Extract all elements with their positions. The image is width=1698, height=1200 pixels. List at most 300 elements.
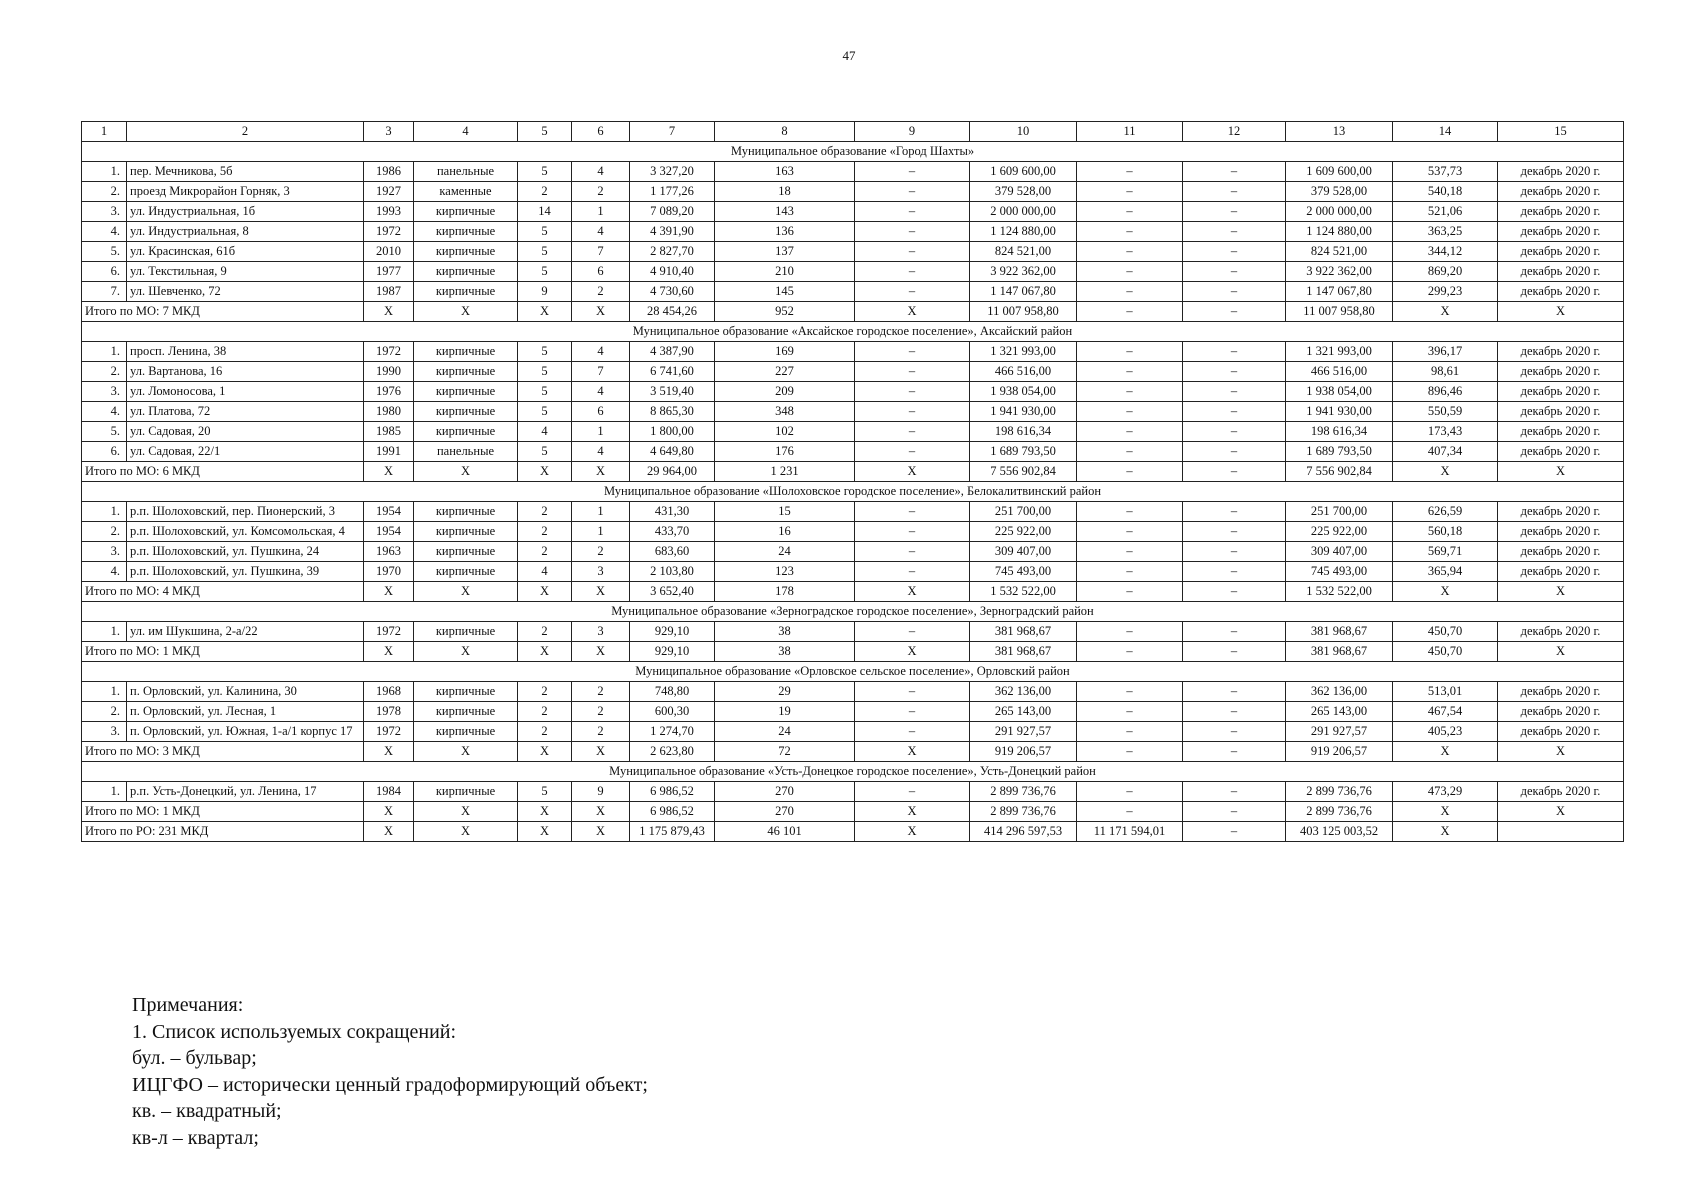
column-number: 4 — [414, 122, 518, 142]
address-cell: ул. Шевченко, 72 — [127, 282, 364, 302]
table-cell: X — [855, 802, 970, 822]
table-cell: 560,18 — [1393, 522, 1498, 542]
table-cell: – — [1077, 282, 1183, 302]
table-cell: – — [1077, 382, 1183, 402]
table-cell: 2 827,70 — [630, 242, 715, 262]
table-cell: 1990 — [364, 362, 414, 382]
notes — [132, 992, 648, 1151]
table-cell: X — [855, 742, 970, 762]
table-cell: 1 — [572, 502, 630, 522]
table-cell: – — [1183, 382, 1286, 402]
table-cell: X — [855, 642, 970, 662]
table-cell: 381 968,67 — [970, 642, 1077, 662]
table-cell: 265 143,00 — [970, 702, 1077, 722]
table-cell: X — [1498, 302, 1624, 322]
table-cell: 683,60 — [630, 542, 715, 562]
table-cell: 7 556 902,84 — [1286, 462, 1393, 482]
table-cell: X — [572, 642, 630, 662]
table-cell: 1970 — [364, 562, 414, 582]
column-number: 14 — [1393, 122, 1498, 142]
table-cell: – — [1183, 722, 1286, 742]
address-cell: р.п. Шолоховский, ул. Пушкина, 39 — [127, 562, 364, 582]
table-cell: – — [855, 622, 970, 642]
table-cell: 381 968,67 — [1286, 642, 1393, 662]
table-row — [82, 342, 1624, 362]
table-cell: – — [1077, 362, 1183, 382]
table-row — [82, 542, 1624, 562]
table-cell: 291 927,57 — [1286, 722, 1393, 742]
table-cell: 1 321 993,00 — [970, 342, 1077, 362]
table-cell: X — [364, 582, 414, 602]
table-cell: 540,18 — [1393, 182, 1498, 202]
table-cell: 1 — [572, 522, 630, 542]
table-cell: X — [364, 802, 414, 822]
table-cell: 15 — [715, 502, 855, 522]
table-cell: 344,12 — [1393, 242, 1498, 262]
table-cell: 2 899 736,76 — [1286, 782, 1393, 802]
table-cell: 4 — [572, 222, 630, 242]
table-cell: – — [1183, 402, 1286, 422]
table-cell: 46 101 — [715, 822, 855, 842]
table-cell: декабрь 2020 г. — [1498, 782, 1624, 802]
notes-line: бул. – бульвар; — [132, 1047, 257, 1069]
table-cell: кирпичные — [414, 682, 518, 702]
table-cell: 270 — [715, 782, 855, 802]
table-cell: 521,06 — [1393, 202, 1498, 222]
column-number: 13 — [1286, 122, 1393, 142]
housing-table — [81, 121, 1624, 842]
table-cell: X — [518, 302, 572, 322]
table-cell: 2 — [518, 502, 572, 522]
table-cell: – — [1077, 242, 1183, 262]
address-cell: ул. Индустриальная, 1б — [127, 202, 364, 222]
table-cell: декабрь 2020 г. — [1498, 182, 1624, 202]
table-cell: 210 — [715, 262, 855, 282]
table-cell: 1963 — [364, 542, 414, 562]
table-cell: X — [1393, 302, 1498, 322]
table-cell: 6 — [572, 402, 630, 422]
table-cell: X — [414, 822, 518, 842]
table-cell: декабрь 2020 г. — [1498, 162, 1624, 182]
table-cell: – — [855, 502, 970, 522]
subtotal-row — [82, 802, 1624, 822]
table-cell: 98,61 — [1393, 362, 1498, 382]
table-cell: – — [1183, 542, 1286, 562]
row-index: 2. — [82, 182, 127, 202]
table-cell: – — [855, 442, 970, 462]
table-cell: 1 941 930,00 — [1286, 402, 1393, 422]
table-cell: кирпичные — [414, 522, 518, 542]
table-cell: 1978 — [364, 702, 414, 722]
table-cell: X — [572, 802, 630, 822]
table-cell: 5 — [518, 262, 572, 282]
row-index: 3. — [82, 722, 127, 742]
table-cell: панельные — [414, 162, 518, 182]
table-cell: 2 — [572, 182, 630, 202]
table-cell: – — [1077, 222, 1183, 242]
table-cell: декабрь 2020 г. — [1498, 622, 1624, 642]
table-cell: 7 556 902,84 — [970, 462, 1077, 482]
table-cell: X — [518, 582, 572, 602]
section-title: Муниципальное образование «Город Шахты» — [82, 142, 1624, 162]
table-cell: – — [1183, 462, 1286, 482]
table-cell: – — [1077, 302, 1183, 322]
table-cell: декабрь 2020 г. — [1498, 562, 1624, 582]
row-index: 4. — [82, 402, 127, 422]
table-cell: 3 652,40 — [630, 582, 715, 602]
table-cell: декабрь 2020 г. — [1498, 522, 1624, 542]
table-cell: 3 — [572, 562, 630, 582]
table-cell: кирпичные — [414, 402, 518, 422]
table-cell: 4 — [572, 442, 630, 462]
table-cell: кирпичные — [414, 422, 518, 442]
table-cell: 299,23 — [1393, 282, 1498, 302]
table-cell: 1 938 054,00 — [970, 382, 1077, 402]
table-cell: – — [1183, 342, 1286, 362]
table-cell: 1 231 — [715, 462, 855, 482]
table-cell: X — [518, 822, 572, 842]
table-cell: 381 968,67 — [1286, 622, 1393, 642]
address-cell: ул. им Шукшина, 2-а/22 — [127, 622, 364, 642]
table-cell: X — [518, 462, 572, 482]
table-cell: 1 609 600,00 — [970, 162, 1077, 182]
table-cell: X — [1498, 642, 1624, 662]
section-row — [82, 762, 1624, 782]
table-cell: 2 — [518, 702, 572, 722]
table-cell: 29 964,00 — [630, 462, 715, 482]
table-cell: 4 391,90 — [630, 222, 715, 242]
table-row — [82, 782, 1624, 802]
table-cell: – — [1183, 162, 1286, 182]
table-cell: кирпичные — [414, 562, 518, 582]
table-cell: 450,70 — [1393, 642, 1498, 662]
notes-line: кв. – квадратный; — [132, 1100, 282, 1122]
table-row — [82, 702, 1624, 722]
table-cell: кирпичные — [414, 202, 518, 222]
table-cell: 1 177,26 — [630, 182, 715, 202]
table-row — [82, 722, 1624, 742]
section-row — [82, 322, 1624, 342]
table-cell: 396,17 — [1393, 342, 1498, 362]
table-cell: 5 — [518, 362, 572, 382]
table-cell: 5 — [518, 382, 572, 402]
table-row — [82, 242, 1624, 262]
table-cell: – — [855, 202, 970, 222]
table-cell: – — [1183, 422, 1286, 442]
column-number: 8 — [715, 122, 855, 142]
table-cell: – — [1183, 242, 1286, 262]
table-cell: 9 — [572, 782, 630, 802]
table-cell: 1972 — [364, 342, 414, 362]
table-cell: – — [1183, 782, 1286, 802]
table-cell: – — [1183, 682, 1286, 702]
table-cell: 1 938 054,00 — [1286, 382, 1393, 402]
row-index: 3. — [82, 202, 127, 222]
table-cell: 2 — [572, 722, 630, 742]
table-cell: декабрь 2020 г. — [1498, 282, 1624, 302]
table-cell: 2 — [572, 702, 630, 722]
address-cell: р.п. Шолоховский, ул. Пушкина, 24 — [127, 542, 364, 562]
table-cell: 1991 — [364, 442, 414, 462]
table-cell: – — [1183, 642, 1286, 662]
table-cell: 6 986,52 — [630, 782, 715, 802]
section-title: Муниципальное образование «Аксайское городское поселение», Аксайский район — [82, 322, 1624, 342]
table-cell: 6 — [572, 262, 630, 282]
table-cell: декабрь 2020 г. — [1498, 242, 1624, 262]
table-cell: 198 616,34 — [1286, 422, 1393, 442]
table-cell: 1 532 522,00 — [1286, 582, 1393, 602]
row-index: 6. — [82, 262, 127, 282]
table-cell: X — [572, 822, 630, 842]
table-cell: 19 — [715, 702, 855, 722]
table-cell: 466 516,00 — [970, 362, 1077, 382]
table-cell: 11 007 958,80 — [970, 302, 1077, 322]
table-cell: – — [1077, 722, 1183, 742]
table-cell: кирпичные — [414, 502, 518, 522]
table-cell: – — [1183, 522, 1286, 542]
table-cell: 569,71 — [1393, 542, 1498, 562]
table-cell: X — [1393, 582, 1498, 602]
row-index: 2. — [82, 362, 127, 382]
table-cell: 1972 — [364, 222, 414, 242]
table-cell: 919 206,57 — [970, 742, 1077, 762]
row-index: 6. — [82, 442, 127, 462]
row-index: 1. — [82, 162, 127, 182]
table-cell: – — [855, 242, 970, 262]
table-row — [82, 182, 1624, 202]
table-cell: 123 — [715, 562, 855, 582]
table-cell: 745 493,00 — [1286, 562, 1393, 582]
table-cell: 919 206,57 — [1286, 742, 1393, 762]
table-cell: 745 493,00 — [970, 562, 1077, 582]
table-cell: 362 136,00 — [970, 682, 1077, 702]
table-cell: 405,23 — [1393, 722, 1498, 742]
address-cell: п. Орловский, ул. Южная, 1-а/1 корпус 17 — [127, 722, 364, 742]
table-cell: – — [1077, 342, 1183, 362]
grand-total-label: Итого по РО: 231 МКД — [82, 822, 364, 842]
table-cell: 362 136,00 — [1286, 682, 1393, 702]
table-cell: 2 899 736,76 — [1286, 802, 1393, 822]
table-cell: X — [364, 742, 414, 762]
table-cell: X — [1393, 462, 1498, 482]
table-cell: X — [855, 302, 970, 322]
table-cell: 952 — [715, 302, 855, 322]
table-cell: – — [1077, 502, 1183, 522]
table-cell: 176 — [715, 442, 855, 462]
table-cell: декабрь 2020 г. — [1498, 362, 1624, 382]
grand-total-row — [82, 822, 1624, 842]
row-index: 1. — [82, 622, 127, 642]
table-cell: 1954 — [364, 502, 414, 522]
table-cell: кирпичные — [414, 382, 518, 402]
column-number: 6 — [572, 122, 630, 142]
table-cell: 1 147 067,80 — [1286, 282, 1393, 302]
column-number: 2 — [127, 122, 364, 142]
table-cell: – — [855, 702, 970, 722]
row-index: 2. — [82, 702, 127, 722]
table-cell: – — [1077, 742, 1183, 762]
table-cell: кирпичные — [414, 282, 518, 302]
table-cell: 38 — [715, 642, 855, 662]
table-cell: 1 800,00 — [630, 422, 715, 442]
table-cell: 6 741,60 — [630, 362, 715, 382]
table-cell: 265 143,00 — [1286, 702, 1393, 722]
table-cell: 2 — [572, 682, 630, 702]
row-index: 1. — [82, 682, 127, 702]
table-cell: каменные — [414, 182, 518, 202]
table-cell: 2 — [518, 542, 572, 562]
table-cell: – — [855, 782, 970, 802]
table-cell: декабрь 2020 г. — [1498, 722, 1624, 742]
table-cell: 11 007 958,80 — [1286, 302, 1393, 322]
table-cell: 5 — [518, 162, 572, 182]
table-cell: X — [414, 302, 518, 322]
table-cell — [1498, 822, 1624, 842]
address-cell: ул. Индустриальная, 8 — [127, 222, 364, 242]
column-number: 15 — [1498, 122, 1624, 142]
table-cell: – — [1077, 802, 1183, 822]
table-cell: X — [518, 802, 572, 822]
notes-heading: Примечания: — [132, 994, 244, 1016]
address-cell: ул. Красинская, 61б — [127, 242, 364, 262]
table-cell: 1980 — [364, 402, 414, 422]
table-cell: – — [855, 282, 970, 302]
table-cell: X — [1393, 822, 1498, 842]
row-index: 4. — [82, 222, 127, 242]
table-cell: 3 327,20 — [630, 162, 715, 182]
table-cell: – — [1183, 442, 1286, 462]
table-cell: X — [1393, 742, 1498, 762]
table-cell: 1 689 793,50 — [1286, 442, 1393, 462]
table-cell: – — [855, 542, 970, 562]
table-cell: декабрь 2020 г. — [1498, 382, 1624, 402]
table-cell: 291 927,57 — [970, 722, 1077, 742]
table-cell: 72 — [715, 742, 855, 762]
address-cell: ул. Садовая, 22/1 — [127, 442, 364, 462]
table-cell: 379 528,00 — [1286, 182, 1393, 202]
table-cell: 1 941 930,00 — [970, 402, 1077, 422]
table-cell: – — [1077, 562, 1183, 582]
table-cell: 1972 — [364, 622, 414, 642]
column-number: 10 — [970, 122, 1077, 142]
address-cell: п. Орловский, ул. Лесная, 1 — [127, 702, 364, 722]
row-index: 1. — [82, 342, 127, 362]
address-cell: ул. Вартанова, 16 — [127, 362, 364, 382]
table-cell: 2 — [518, 682, 572, 702]
notes-line: ИЦГФО – исторически ценный градоформирующий объект; — [132, 1073, 648, 1096]
row-index: 2. — [82, 522, 127, 542]
column-number: 7 — [630, 122, 715, 142]
table-cell: 1 609 600,00 — [1286, 162, 1393, 182]
table-cell: – — [1183, 282, 1286, 302]
table-cell: декабрь 2020 г. — [1498, 702, 1624, 722]
table-cell: кирпичные — [414, 782, 518, 802]
row-index: 4. — [82, 562, 127, 582]
table-cell: – — [1077, 582, 1183, 602]
table-cell: – — [1183, 362, 1286, 382]
table-cell: – — [1077, 442, 1183, 462]
section-title: Муниципальное образование «Усть-Донецкое городское поселение», Усть-Донецкий район — [82, 762, 1624, 782]
table-cell: кирпичные — [414, 362, 518, 382]
table-cell: 309 407,00 — [970, 542, 1077, 562]
table-cell: – — [1077, 702, 1183, 722]
section-row — [82, 482, 1624, 502]
table-row — [82, 522, 1624, 542]
table-cell: 2 — [518, 622, 572, 642]
page-number: 47 — [842, 48, 856, 63]
table-cell: 3 519,40 — [630, 382, 715, 402]
table-cell: – — [1077, 402, 1183, 422]
table-cell: 403 125 003,52 — [1286, 822, 1393, 842]
table-cell: 4 — [572, 342, 630, 362]
table-cell: декабрь 2020 г. — [1498, 222, 1624, 242]
address-cell: р.п. Усть-Донецкий, ул. Ленина, 17 — [127, 782, 364, 802]
table-row — [82, 622, 1624, 642]
table-cell: 363,25 — [1393, 222, 1498, 242]
address-cell: пер. Мечникова, 5б — [127, 162, 364, 182]
table-cell: X — [572, 742, 630, 762]
subtotal-label: Итого по МО: 3 МКД — [82, 742, 364, 762]
table-cell: 1972 — [364, 722, 414, 742]
table-cell: 414 296 597,53 — [970, 822, 1077, 842]
table-cell: 1985 — [364, 422, 414, 442]
table-cell: 178 — [715, 582, 855, 602]
table-cell: 7 — [572, 362, 630, 382]
table-cell: 4 730,60 — [630, 282, 715, 302]
table-cell: 309 407,00 — [1286, 542, 1393, 562]
table-cell: 1 — [572, 202, 630, 222]
table-cell: 9 — [518, 282, 572, 302]
table-cell: – — [1077, 162, 1183, 182]
table-row — [82, 202, 1624, 222]
table-cell: 407,34 — [1393, 442, 1498, 462]
table-cell: 1 321 993,00 — [1286, 342, 1393, 362]
table-cell: – — [1077, 522, 1183, 542]
table-cell: 5 — [518, 222, 572, 242]
table-cell: 173,43 — [1393, 422, 1498, 442]
table-cell: X — [1498, 462, 1624, 482]
table-cell: 14 — [518, 202, 572, 222]
table-row — [82, 282, 1624, 302]
table-cell: – — [1077, 202, 1183, 222]
table-cell: 209 — [715, 382, 855, 402]
table-cell: 5 — [518, 342, 572, 362]
table-cell: 251 700,00 — [970, 502, 1077, 522]
table-cell: 24 — [715, 722, 855, 742]
table-cell: 381 968,67 — [970, 622, 1077, 642]
table-cell: 8 865,30 — [630, 402, 715, 422]
table-cell: X — [572, 302, 630, 322]
table-cell: 824 521,00 — [1286, 242, 1393, 262]
subtotal-row — [82, 582, 1624, 602]
table-cell: – — [1183, 702, 1286, 722]
table-row — [82, 362, 1624, 382]
address-cell: ул. Платова, 72 — [127, 402, 364, 422]
table-cell: 5 — [518, 402, 572, 422]
table-cell: X — [518, 742, 572, 762]
table-cell: X — [518, 642, 572, 662]
table-cell: 3 — [572, 622, 630, 642]
table-cell: 348 — [715, 402, 855, 422]
section-row — [82, 662, 1624, 682]
address-cell: просп. Ленина, 38 — [127, 342, 364, 362]
table-cell: 198 616,34 — [970, 422, 1077, 442]
table-cell: декабрь 2020 г. — [1498, 502, 1624, 522]
table-cell: – — [1183, 182, 1286, 202]
table-cell: – — [855, 402, 970, 422]
table-cell: 824 521,00 — [970, 242, 1077, 262]
table-cell: 102 — [715, 422, 855, 442]
